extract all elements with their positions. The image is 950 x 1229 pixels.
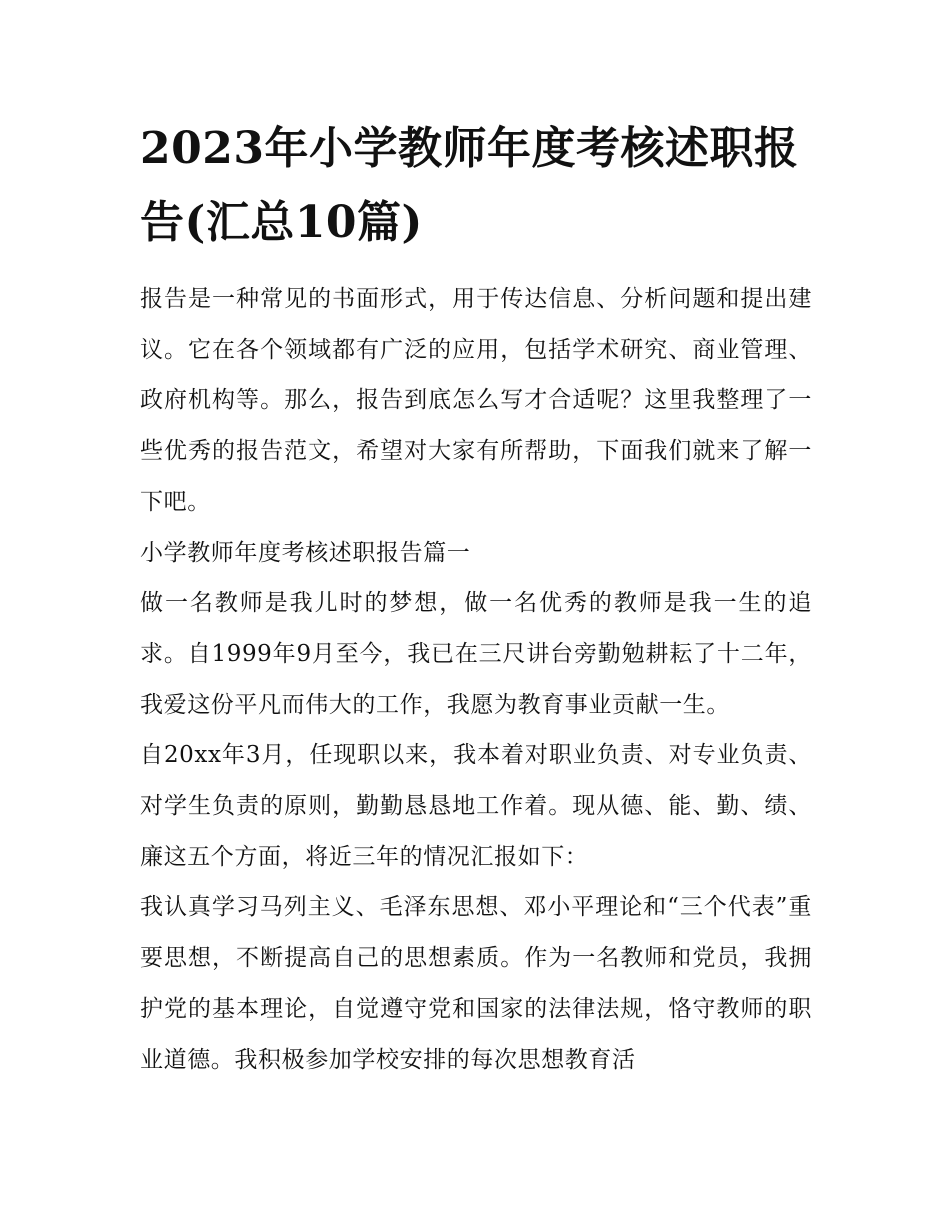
body-paragraph: 我认真学习马列主义、毛泽东思想、邓小平理论和“三个代表”重要思想，不断提高自己的思想素质。作为一名教师和党员，我拥护党的基本理论，自觉遵守党和国家的法律法规，恪守教师的职业道德。我积极参加学校安排的每次思想教育活: [140, 894, 812, 1073]
body-paragraph: 做一名教师是我儿时的梦想，做一名优秀的教师是我一生的追求。自1999年9月至今，我已在三尺讲台旁勤勉耕耘了十二年，我爱这份平凡而伟大的工作，我愿为教育事业贡献一生。: [140, 590, 812, 718]
document-page: [140, 112, 812, 1085]
document-title: 2023年小学教师年度考核述职报告(汇总10篇): [140, 123, 799, 248]
section-heading: 小学教师年度考核述职报告篇一: [140, 539, 471, 566]
intro-paragraph: 报告是一种常见的书面形式，用于传达信息、分析问题和提出建议。它在各个领域都有广泛的应用，包括学术研究、商业管理、政府机构等。那么，报告到底怎么写才合适呢？这里我整理了一些优秀的报告范文，希望对大家有所帮助，下面我们就来了解一下吧。: [140, 286, 812, 515]
body-paragraph: 自20xx年3月，任现职以来，我本着对职业负责、对专业负责、对学生负责的原则，勤勤恳恳地工作着。现从德、能、勤、绩、廉这五个方面，将近三年的情况汇报如下：: [140, 742, 812, 870]
